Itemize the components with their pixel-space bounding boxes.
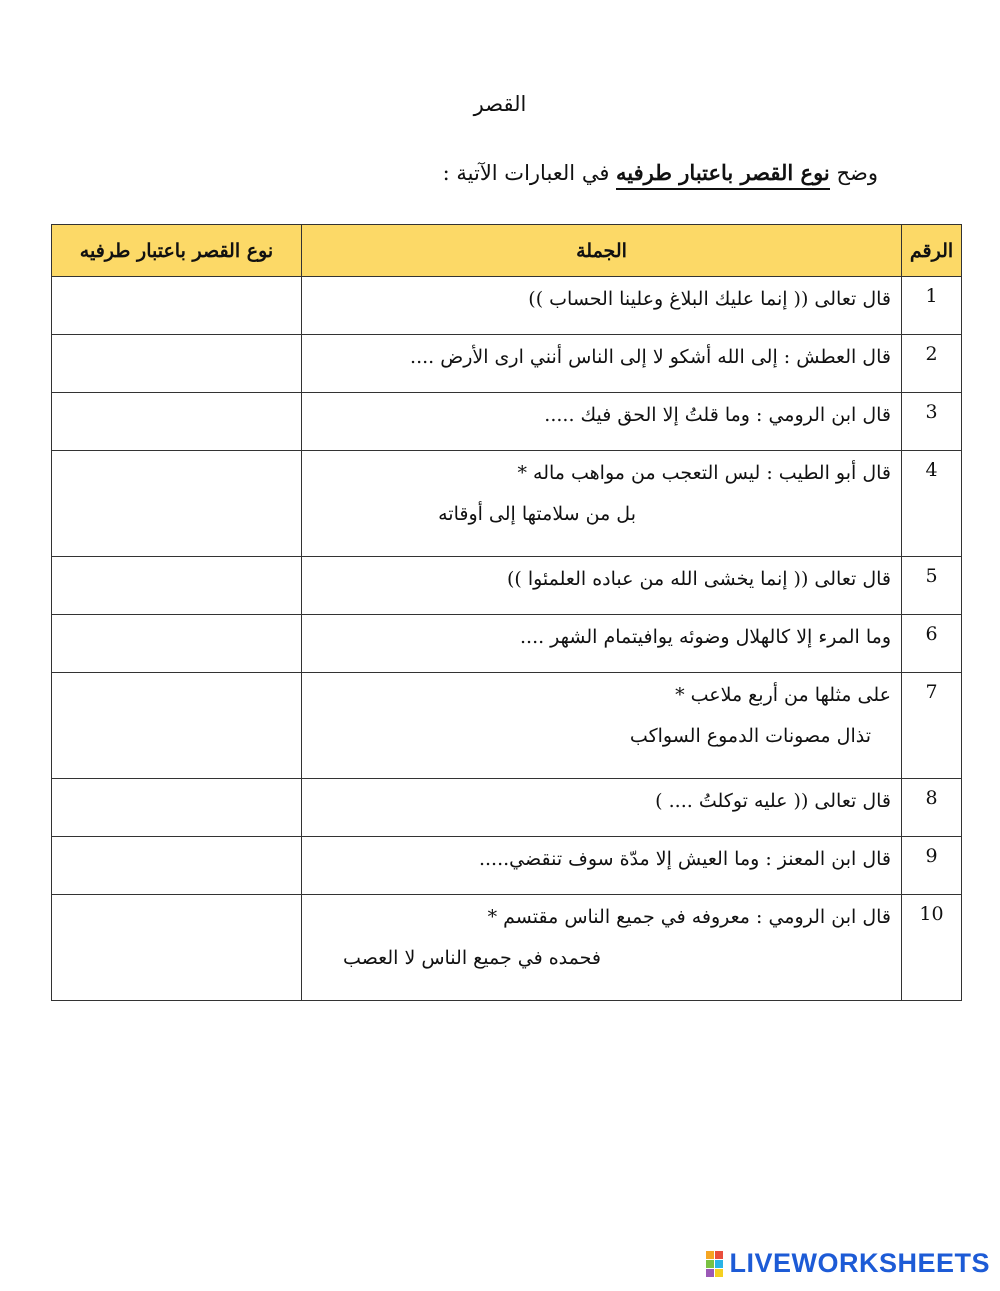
table-row xyxy=(52,557,962,615)
answer-cell[interactable] xyxy=(52,779,302,837)
row-sentence xyxy=(302,277,902,335)
header-row xyxy=(52,225,962,277)
answer-cell[interactable] xyxy=(52,615,302,673)
row-sentence xyxy=(302,557,902,615)
instruction-prefix: وضح xyxy=(829,161,878,185)
sentence-line: قال ابن الرومي : معروفه في جميع الناس مقتسم * xyxy=(487,906,891,928)
row-number: 7 xyxy=(902,673,962,779)
row-number: 3 xyxy=(902,393,962,451)
row-number: 5 xyxy=(902,557,962,615)
sentence-line: قال ابن الرومي : وما قلتُ إلا الحق فيك ..... xyxy=(544,404,891,426)
row-sentence xyxy=(302,779,902,837)
sentence-line-2: تذال مصونات الدموع السواكب xyxy=(629,725,871,747)
row-sentence xyxy=(302,335,902,393)
logo-mark-icon xyxy=(706,1251,723,1277)
answer-cell[interactable] xyxy=(52,335,302,393)
sentence-line: قال تعالى (( إنما عليك البلاغ وعلينا الحساب )) xyxy=(528,288,891,310)
table-row xyxy=(52,335,962,393)
row-sentence xyxy=(302,451,902,557)
sentence-line: على مثلها من أربع ملاعب * xyxy=(675,684,891,706)
table-row xyxy=(52,277,962,335)
header-number: الرقم xyxy=(902,225,962,277)
answer-cell[interactable] xyxy=(52,277,302,335)
answer-cell[interactable] xyxy=(52,393,302,451)
sentence-line: قال أبو الطيب : ليس التعجب من مواهب ماله * xyxy=(517,462,891,484)
row-number: 9 xyxy=(902,837,962,895)
sentence-line: وما المرء إلا كالهلال وضوئه يوافيتمام الشهر .... xyxy=(519,626,891,648)
header-sentence: الجملة xyxy=(302,225,902,277)
row-sentence xyxy=(302,673,902,779)
worksheet-table xyxy=(51,224,962,1001)
table-row xyxy=(52,779,962,837)
row-sentence xyxy=(302,393,902,451)
liveworksheets-logo[interactable] xyxy=(706,1248,990,1279)
table-row xyxy=(52,895,962,1001)
row-number: 1 xyxy=(902,277,962,335)
row-number: 10 xyxy=(902,895,962,1001)
row-number: 6 xyxy=(902,615,962,673)
row-number: 2 xyxy=(902,335,962,393)
row-sentence xyxy=(302,837,902,895)
answer-cell[interactable] xyxy=(52,673,302,779)
instruction-highlight: نوع القصر باعتبار طرفيه xyxy=(616,160,830,190)
instruction-suffix: في العبارات الآتية : xyxy=(442,161,617,185)
sentence-line: قال العطش : إلى الله أشكو لا إلى الناس أنني ارى الأرض .... xyxy=(410,346,891,368)
table-row xyxy=(52,451,962,557)
answer-cell[interactable] xyxy=(52,895,302,1001)
answer-cell[interactable] xyxy=(52,451,302,557)
logo-text: LIVEWORKSHEETS xyxy=(729,1248,990,1278)
answer-cell[interactable] xyxy=(52,837,302,895)
table-row xyxy=(52,673,962,779)
answer-cell[interactable] xyxy=(52,557,302,615)
row-number: 4 xyxy=(902,451,962,557)
instruction xyxy=(443,160,878,185)
sentence-line: قال تعالى (( إنما يخشى الله من عباده العلمئوا )) xyxy=(506,568,891,590)
sentence-line-2: فحمده في جميع الناس لا العصب xyxy=(343,947,601,969)
header-type: نوع القصر باعتبار طرفيه xyxy=(52,225,302,277)
row-sentence xyxy=(302,615,902,673)
row-number: 8 xyxy=(902,779,962,837)
table-row xyxy=(52,837,962,895)
page-title: القصر xyxy=(473,92,527,116)
table-row xyxy=(52,393,962,451)
sentence-line: قال ابن المعنز : وما العيش إلا مدّة سوف تنقضي..... xyxy=(478,848,891,870)
table-row xyxy=(52,615,962,673)
sentence-line: قال تعالى (( عليه توكلتُ .... ) xyxy=(655,790,891,812)
row-sentence xyxy=(302,895,902,1001)
sentence-line-2: بل من سلامتها إلى أوقاته xyxy=(438,503,636,525)
